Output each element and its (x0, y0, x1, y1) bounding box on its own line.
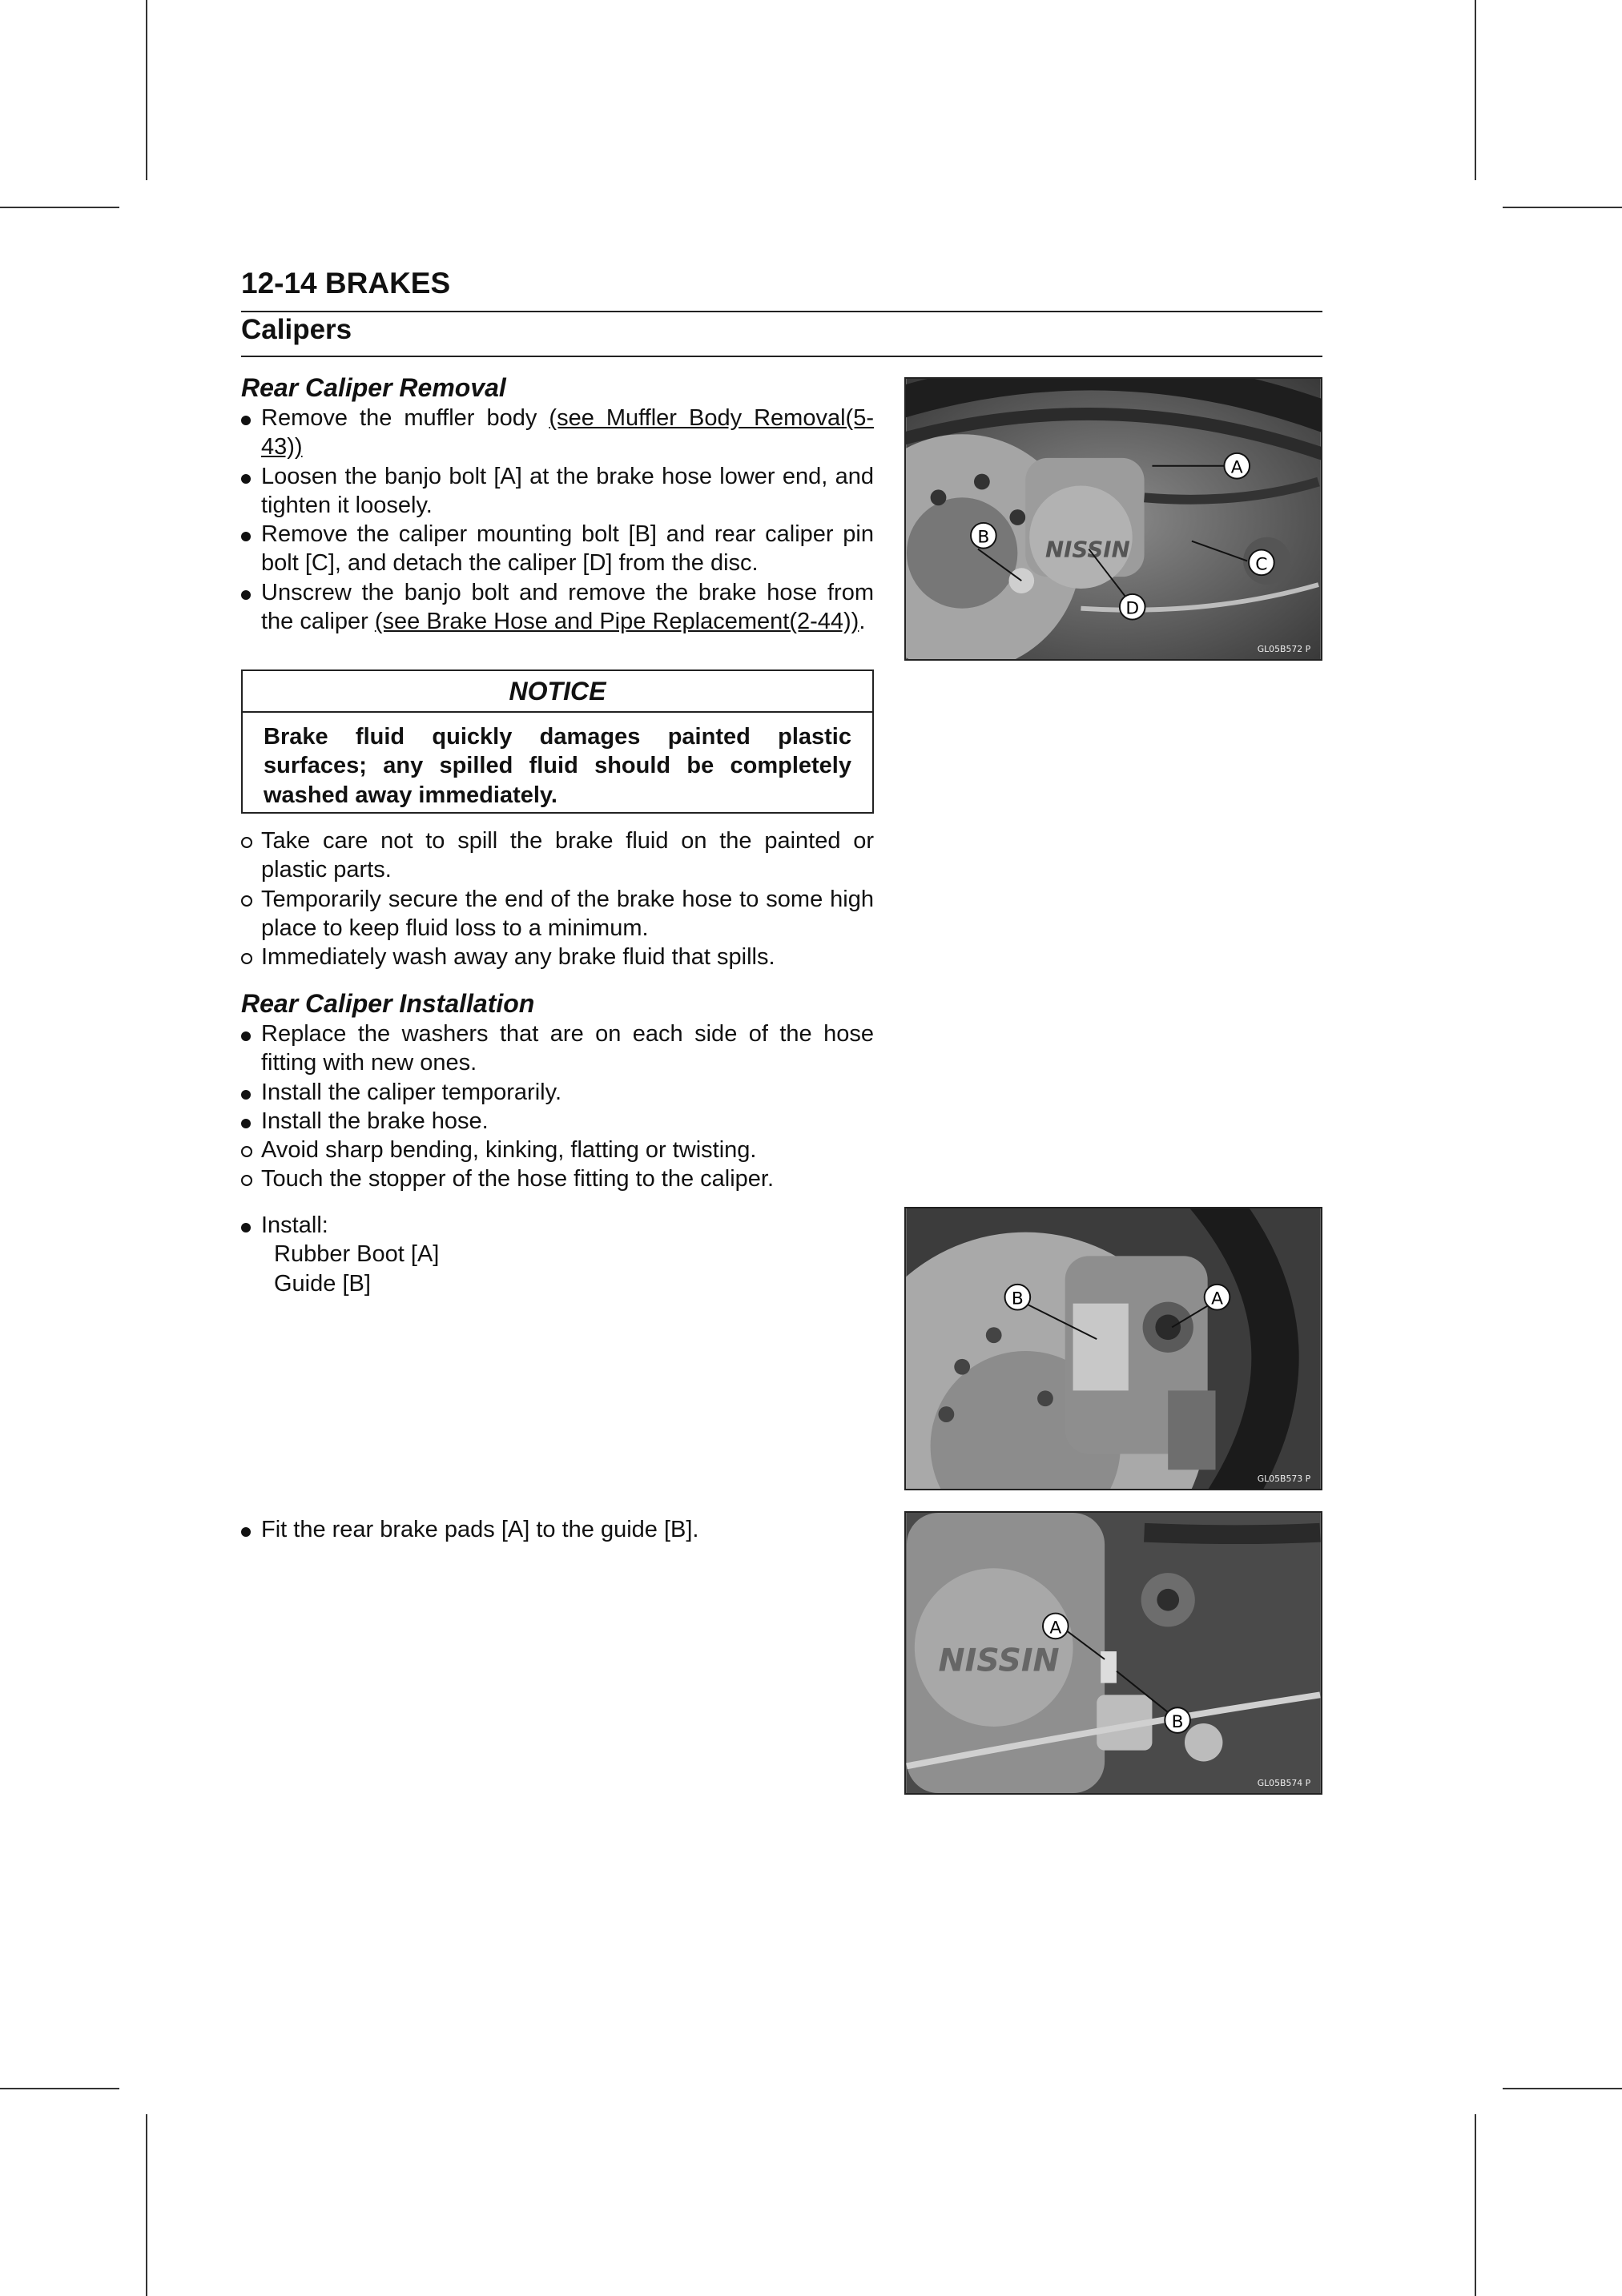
install-item: Rubber Boot [A] (274, 1241, 440, 1268)
step-text: Unscrew the banjo bolt and remove the brake hose from the caliper (261, 579, 874, 635)
callout-c-icon (1249, 550, 1274, 576)
notice-heading: NOTICE (243, 671, 872, 713)
note-text: Avoid sharp bending, kinking, flatting or twisting. (261, 1137, 757, 1164)
cross-reference-link[interactable]: (see Muffler Body Removal(5-43)) (261, 405, 874, 460)
bullet-icon (241, 532, 251, 541)
nissin-logo: NISSIN (1044, 536, 1130, 563)
install-parts (241, 1211, 874, 1298)
removal-step (241, 462, 874, 521)
figure-rubber-boot-guide (904, 1207, 1322, 1490)
circle-bullet-icon (241, 1175, 252, 1186)
figure-code: GL05B574 P (1257, 1778, 1311, 1789)
crop-mark (1503, 2088, 1622, 2089)
circle-bullet-icon (241, 895, 252, 907)
callout-a-icon (1224, 453, 1250, 479)
svg-text:D: D (1125, 598, 1140, 619)
note-item (241, 885, 874, 943)
crop-mark (146, 2114, 147, 2296)
crop-mark (1503, 207, 1622, 208)
bullet-icon (241, 590, 251, 600)
crop-mark (1475, 2114, 1476, 2296)
caliper-removal-photo (906, 379, 1321, 659)
step-text: Install the brake hose. (261, 1108, 489, 1134)
circle-bullet-icon (241, 953, 252, 964)
brake-pads-guide-photo (906, 1513, 1321, 1793)
note-text: Touch the stopper of the hose fitting to the caliper. (261, 1166, 775, 1192)
step-text: Loosen the banjo bolt [A] at the brake hose lower end, and tighten it loosely. (261, 463, 874, 518)
callout-b-icon (1165, 1707, 1190, 1733)
bullet-icon (241, 1223, 251, 1232)
svg-text:A: A (1211, 1289, 1223, 1309)
removal-step (241, 578, 874, 637)
bullet-icon (241, 474, 251, 484)
circle-bullet-icon (241, 837, 252, 848)
callout-a-icon (1205, 1285, 1230, 1310)
circle-bullet-icon (241, 1146, 252, 1157)
step-text: Install the caliper temporarily. (261, 1079, 562, 1105)
bullet-icon (241, 1031, 251, 1041)
note-item (241, 943, 874, 971)
step-text: Remove the caliper mounting bolt [B] and rear caliper pin bolt [C], and detach the caliper [D] from the disc. (261, 521, 874, 577)
bullet-icon (241, 416, 251, 425)
installation-note (241, 1164, 874, 1193)
installation-step (241, 1107, 874, 1136)
crop-mark (0, 2088, 119, 2089)
bullet-icon (241, 1090, 251, 1100)
figure-caliper-removal (904, 377, 1322, 661)
figure-code: GL05B572 P (1257, 644, 1311, 655)
crop-mark (146, 0, 147, 180)
removal-section (241, 372, 874, 636)
notice-box (241, 669, 874, 814)
step-text: Fit the rear brake pads [A] to the guide [B]. (261, 1517, 699, 1542)
removal-step (241, 404, 874, 462)
install-label: Install: (261, 1212, 328, 1238)
page-header-title: 12-14 BRAKES (241, 267, 451, 300)
bullet-icon (241, 1119, 251, 1128)
step-text: Replace the washers that are on each side of the hose fitting with new ones. (261, 1021, 874, 1076)
note-text: Immediately wash away any brake fluid that spills. (261, 944, 775, 971)
svg-text:B: B (1171, 1711, 1184, 1732)
install-step (241, 1211, 874, 1240)
installation-note (241, 1136, 874, 1164)
bullet-icon (241, 1527, 251, 1537)
figure-brake-pads-guide (904, 1511, 1322, 1795)
removal-step (241, 520, 874, 578)
callout-b-icon (1005, 1285, 1031, 1310)
rubber-boot-guide-photo (906, 1208, 1321, 1489)
svg-text:C: C (1255, 554, 1268, 575)
svg-text:A: A (1049, 1618, 1062, 1639)
svg-text:A: A (1230, 457, 1243, 478)
notice-text: Brake fluid quickly damages painted plastic surfaces; any spilled fluid should be completely washed away immediately. (264, 724, 851, 808)
crop-mark (1475, 0, 1476, 180)
callout-d-icon (1120, 594, 1145, 620)
nissin-logo: NISSIN (938, 1642, 1060, 1679)
removal-notes (241, 826, 874, 971)
callout-b-icon (971, 523, 996, 549)
note-text: Temporarily secure the end of the brake hose to some high place to keep fluid loss to a minimum. (261, 886, 874, 941)
step-text: Remove the muffler body (261, 405, 549, 431)
installation-section (241, 987, 874, 1194)
note-text: Take care not to spill the brake fluid on the painted or plastic parts. (261, 828, 874, 883)
svg-text:B: B (977, 527, 990, 548)
note-item (241, 826, 874, 885)
section-title: Calipers (241, 314, 352, 345)
installation-heading: Rear Caliper Installation (241, 989, 535, 1018)
installation-step (241, 1019, 874, 1078)
header-rule (241, 311, 1322, 312)
figure-code: GL05B573 P (1257, 1474, 1311, 1485)
install-item: Guide [B] (274, 1270, 371, 1297)
fit-step (241, 1515, 874, 1544)
svg-text:B: B (1011, 1289, 1024, 1309)
installation-step (241, 1078, 874, 1107)
removal-heading: Rear Caliper Removal (241, 373, 506, 402)
section-rule (241, 356, 1322, 357)
step-text-suffix: . (859, 609, 866, 635)
crop-mark (0, 207, 119, 208)
fit-pads (241, 1515, 874, 1544)
callout-a-icon (1043, 1614, 1069, 1639)
cross-reference-link[interactable]: (see Brake Hose and Pipe Replacement(2-44)) (374, 609, 859, 635)
